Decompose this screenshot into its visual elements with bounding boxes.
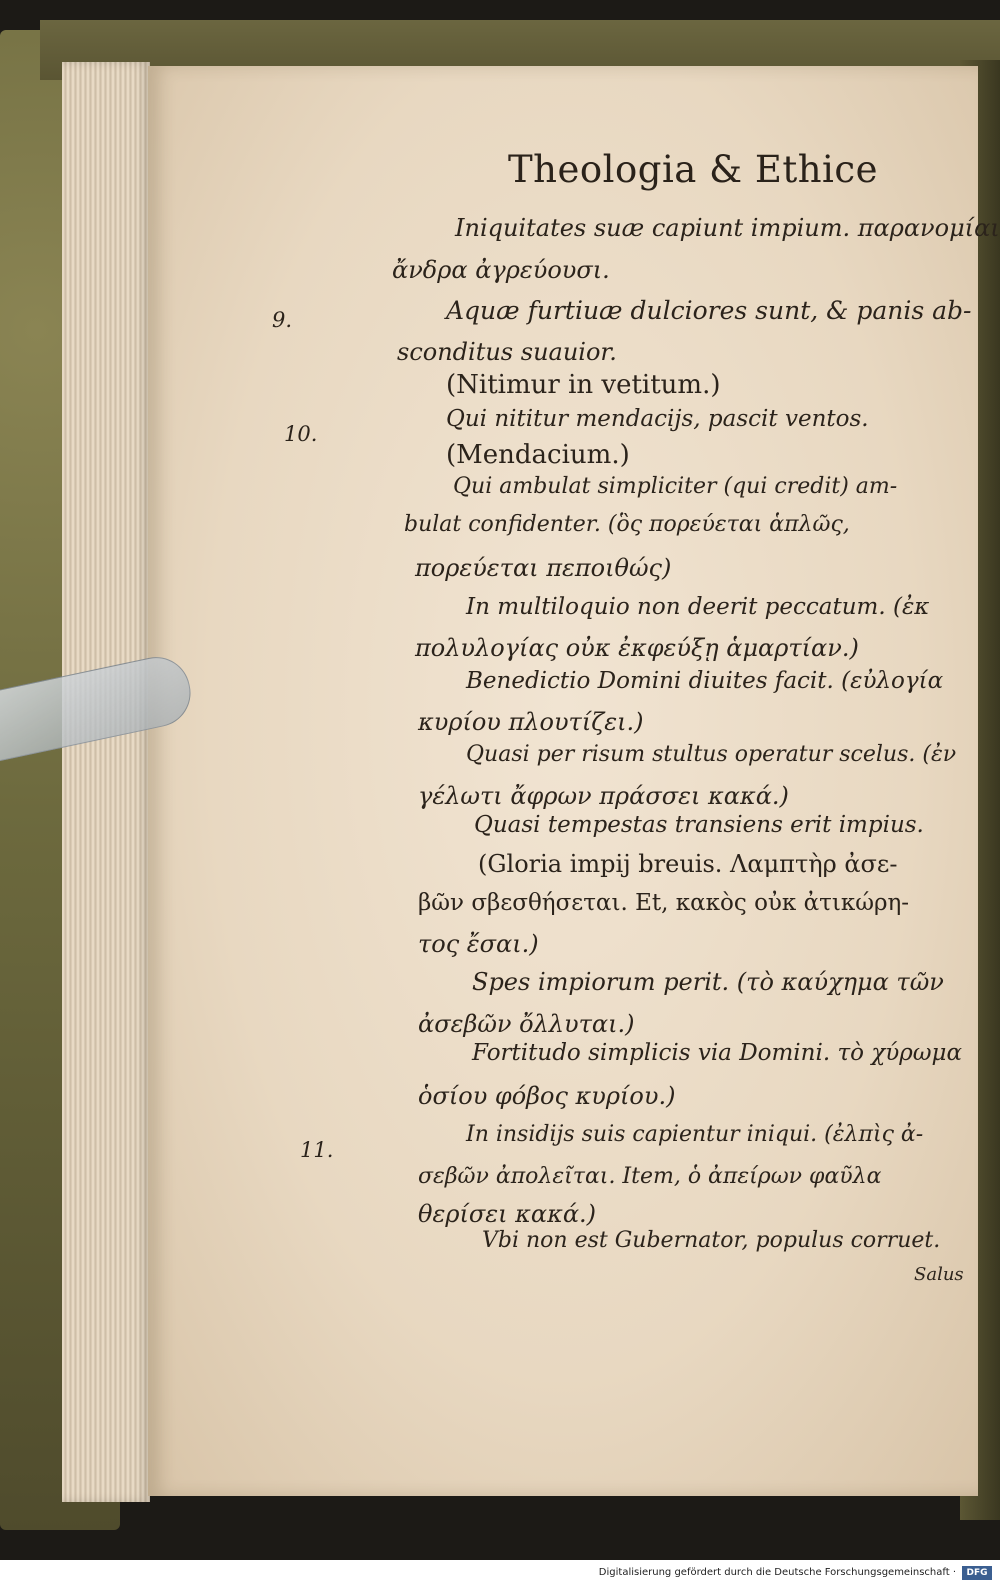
text-line: Qui ambulat simpliciter (qui credit) am- [453,474,898,499]
text-line: πολυλογίας οὐκ ἐκφεύξῃ ἁμαρτίαν.) [415,634,859,662]
text-line: ἄνδρα ἀγρεύουσι. [392,256,610,284]
dfg-logo: DFG [962,1566,992,1580]
text-line: Quasi tempestas transiens erit impius. [474,812,924,838]
text-line: Quasi per risum stultus operatur scelus. (ἐν [466,742,957,767]
text-line: σεβῶν ἀπολεῖται. Item, ὁ ἀπείρων φαῦλα [418,1164,882,1189]
digitization-credit: Digitalisierung gefördert durch die Deutsche Forschungsgemeinschaft · [598,1567,956,1578]
text-line: Benedictio Domini diuites facit. (εὐλογία [466,668,944,694]
text-line: γέλωτι ἄφρων πράσσει κακά.) [418,782,789,810]
text-line: κυρίου πλουτίζει.) [418,708,644,736]
text-line: Vbi non est Gubernator, populus corruet. [482,1228,941,1253]
text-line: Fortitudo simplicis via Domini. τὸ χύρωμα [472,1040,963,1066]
text-line: (Nitimur in vetitum.) [446,370,721,400]
text-line: θερίσει κακά.) [418,1200,597,1228]
verse-number: 11. [300,1138,334,1162]
text-line: (Mendacium.) [446,440,630,470]
page-edges [62,62,150,1502]
text-line: ἀσεβῶν ὄλλυται.) [418,1010,635,1038]
text-line: In multiloquio non deerit peccatum. (ἐκ [466,594,930,620]
text-line: τος ἔσαι.) [418,930,539,958]
text-line: πορεύεται πεποιθώς) [415,554,672,582]
catchword: Salus [914,1264,964,1285]
text-line: Spes impiorum perit. (τὸ καύχημα τῶν [472,968,944,996]
text-line: Aquæ furtiuæ dulciores sunt, & panis ab- [446,296,972,325]
verse-number: 9. [272,308,293,332]
running-header: Theologia & Ethice [508,148,878,191]
text-line: Qui nititur mendacijs, pascit ventos. [446,406,869,432]
text-line: ὁσίου φόβος κυρίου.) [418,1082,676,1110]
text-line: In insidijs suis capientur iniqui. (ἐλπὶς ἀ- [466,1122,924,1147]
text-line: βῶν σβεσθήσεται. Et, κακὸς οὐκ ἀτικώρη- [418,890,910,916]
text-line: sconditus suauior. [397,338,617,366]
text-line: Iniquitates suæ capiunt impium. παρανομίαι [455,214,1000,242]
verse-number: 10. [284,422,318,446]
text-line: (Gloria impij breuis. Λαμπτὴρ ἀσε- [478,850,898,878]
text-line: bulat confidenter. (ὃς πορεύεται ἁπλῶς, [404,512,850,537]
